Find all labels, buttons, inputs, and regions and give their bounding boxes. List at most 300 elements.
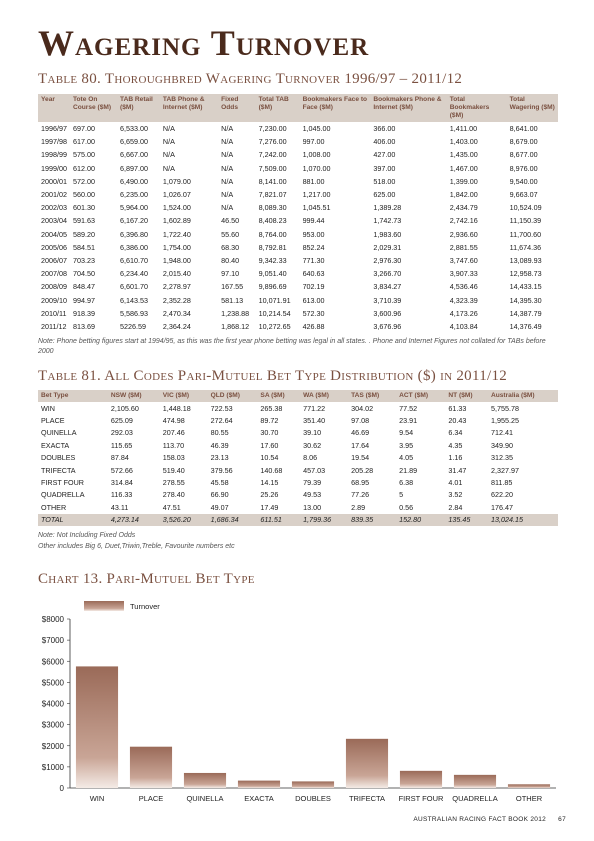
total-row [38,514,558,526]
table-80-header-row [38,94,558,122]
table-cell: 1,435.00 [449,150,478,160]
table-cell: 2,976.30 [373,255,402,265]
table-cell: 2004/05 [41,229,67,239]
column-header: NT ($M) [445,390,488,402]
table-cell: 8,976.00 [509,163,538,173]
table-cell: 5,755.78 [490,403,519,413]
table-cell: 2,470.34 [162,308,191,318]
column-header: Bookmakers Face to Face ($M) [300,94,371,122]
table-cell: 43.11 [110,502,129,512]
table-row [38,439,558,451]
table-cell: 12,958.73 [509,269,542,279]
table-cell: 1.16 [448,453,463,463]
table-cell: N/A [221,124,234,134]
table-cell: 14,376.49 [509,321,542,331]
table-cell: 1,045.51 [302,203,331,213]
table-cell: 712.41 [490,428,513,438]
table-cell: 703.23 [72,255,95,265]
table-cell: 11,150.39 [509,216,542,226]
table-cell: 406.00 [373,137,396,147]
table-cell: 312.35 [490,453,513,463]
table-row [38,214,558,227]
table-cell: 6,386.00 [120,242,149,252]
table-cell: 1,868.12 [221,321,250,331]
table-cell: 581.13 [221,295,244,305]
table-cell: 19.54 [351,453,370,463]
table-cell: DOUBLES [41,453,76,463]
column-header: TAB Retail ($M) [117,94,160,122]
table-cell: 4,173.26 [449,308,478,318]
column-header: ACT ($M) [396,390,445,402]
y-tick-label: $6000 [41,657,64,667]
column-header: SA ($M) [257,390,300,402]
table-cell: 351.40 [303,416,326,426]
table-cell: 625.09 [110,416,133,426]
table-cell: 3.52 [448,490,463,500]
table-cell: N/A [221,203,234,213]
bar-quinella [184,773,226,788]
table-cell: 10,071.91 [258,295,291,305]
table-cell: 572.00 [72,176,95,186]
table-cell: 9,540.00 [509,176,538,186]
chart-13-title: Chart 13. Pari-Mutuel Bet Type [38,571,255,587]
table-cell: 25.26 [260,490,279,500]
table-cell: 625.00 [373,190,396,200]
table-cell: 3,907.33 [449,269,478,279]
table-cell: N/A [162,124,175,134]
column-header: WA ($M) [300,390,348,402]
y-tick-label: $4000 [41,699,64,709]
table-cell: 2,278.97 [162,282,191,292]
table-cell: 46.69 [351,428,370,438]
table-cell: 2,881.55 [449,242,478,252]
y-tick-label: $2000 [41,741,64,751]
table-cell: 1,217.00 [302,190,331,200]
table-cell: 80.40 [221,255,240,265]
table-cell: 881.00 [302,176,325,186]
table-cell: 13,089.93 [509,255,542,265]
table-cell: 1,070.00 [302,163,331,173]
table-row [38,122,558,135]
bar-other [508,784,550,788]
table-cell: 1,238.88 [221,308,250,318]
table-cell: 3,747.60 [449,255,478,265]
table-cell: N/A [221,137,234,147]
table-cell: 77.52 [399,403,418,413]
table-cell: 66.90 [210,490,229,500]
table-cell: 14,395.30 [509,295,542,305]
table-cell: 2,352.28 [162,295,191,305]
table-cell: TRIFECTA [41,465,76,475]
table-cell: 474.98 [162,416,185,426]
table-cell: OTHER [41,502,67,512]
table-cell: 5226.59 [120,321,147,331]
y-tick-label: $8000 [41,615,64,624]
table-cell: 46.50 [221,216,240,226]
column-header: Fixed Odds [218,94,255,122]
table-cell: 5 [399,490,404,500]
table-cell: 1,008.00 [302,150,331,160]
y-tick-label: 0 [59,784,64,793]
x-tick-label: TRIFECTA [348,794,386,803]
table-cell: N/A [162,150,175,160]
table-cell: 8,677.00 [509,150,538,160]
table-cell: 1,602.89 [162,216,191,226]
table-cell: 97.10 [221,269,240,279]
table-cell: 272.64 [210,416,233,426]
bet-type-chart [0,595,594,810]
table-cell: 278.55 [162,478,185,488]
column-header: TAS ($M) [348,390,396,402]
table-cell: 87.84 [110,453,129,463]
table-cell: 1999/00 [41,163,67,173]
table-cell: 61.33 [448,403,467,413]
table-cell: 6,601.70 [120,282,149,292]
table-cell: 1998/99 [41,150,67,160]
table-cell: 7,230.00 [258,124,287,134]
table-cell: 20.43 [448,416,467,426]
table-cell: 10.54 [260,453,279,463]
table-cell: N/A [221,150,234,160]
table-cell: 4,536.46 [449,282,478,292]
table-cell: 2003/04 [41,216,67,226]
table-cell: 158.03 [162,453,185,463]
table-cell: 811.85 [490,478,513,488]
table-cell: 2000/01 [41,176,67,186]
table-cell: 9,663.07 [509,190,538,200]
table-cell: 5,586.93 [120,308,149,318]
table-cell: 1,524.00 [162,203,191,213]
table-cell: 771.30 [302,255,325,265]
table-cell: 152.80 [396,514,445,526]
table-cell: 2001/02 [41,190,67,200]
table-cell: 6,235.00 [120,190,149,200]
table-cell: 13,024.15 [488,514,558,526]
table-cell: 622.20 [490,490,513,500]
table-cell: 6,533.00 [120,124,149,134]
table-cell: 2002/03 [41,203,67,213]
table-cell: 697.00 [72,124,95,134]
table-cell: 589.20 [72,229,95,239]
table-cell: 1,079.00 [162,176,191,186]
table-row [38,148,558,161]
table-cell: 999.44 [302,216,325,226]
table-cell: 3,676.96 [373,321,402,331]
table-81-title: Table 81. All Codes Pari-Mutuel Bet Type Distribution ($) in 2011/12 [38,368,508,384]
table-cell: 617.00 [72,137,95,147]
table-cell: 591.63 [72,216,95,226]
table-cell: FIRST FOUR [41,478,84,488]
column-header: VIC ($M) [160,390,208,402]
table-cell: 21.89 [399,465,418,475]
table-cell: 1,448.18 [162,403,191,413]
table-cell: 519.40 [162,465,185,475]
table-cell: 953.00 [302,229,325,239]
table-cell: 722.53 [210,403,233,413]
table-cell: 572.30 [302,308,325,318]
table-cell: 997.00 [302,137,325,147]
table-cell: 3,600.96 [373,308,402,318]
table-cell: 45.58 [210,478,229,488]
table-cell: 68.95 [351,478,370,488]
table-cell: 8,089.30 [258,203,287,213]
table-cell: 49.53 [303,490,322,500]
table-cell: 3,834.27 [373,282,402,292]
table-cell: 572.66 [110,465,133,475]
table-cell: 813.69 [72,321,95,331]
table-cell: 6,490.00 [120,176,149,186]
table-row [38,293,558,306]
table-cell: 3,266.70 [373,269,402,279]
table-cell: 68.30 [221,242,240,252]
table-cell: 2010/11 [41,308,67,318]
table-row [38,414,558,426]
bar-win [76,666,118,788]
table-cell: 2.89 [351,502,366,512]
x-tick-label: PLACE [138,794,164,803]
table-cell: 2006/07 [41,255,67,265]
column-header: Bookmakers Phone & Internet ($M) [370,94,446,122]
table-cell: 30.62 [303,440,322,450]
table-cell: 1,799.36 [300,514,348,526]
table-cell: 2,364.24 [162,321,191,331]
column-header: Year [38,94,70,122]
table-cell: 2,015.40 [162,269,191,279]
table-cell: 1,948.00 [162,255,191,265]
table-cell: 2011/12 [41,321,67,331]
table-cell: 1997/98 [41,137,67,147]
table-row [38,280,558,293]
table-cell: 1,411.00 [449,124,478,134]
table-row [38,464,558,476]
table-cell: 14,433.15 [509,282,542,292]
table-cell: 2,434.79 [449,203,478,213]
x-tick-label: FIRST FOUR [398,794,444,803]
table-cell: 2005/06 [41,242,67,252]
table-cell: 366.00 [373,124,396,134]
table-cell: N/A [221,163,234,173]
column-header: Bet Type [38,390,108,402]
table-cell: 17.60 [260,440,279,450]
table-cell: 397.00 [373,163,396,173]
table-row [38,254,558,267]
table-cell: 7,509.00 [258,163,287,173]
table-81-header-row [38,390,558,402]
table-cell: 167.55 [221,282,244,292]
table-cell: 13.00 [303,502,322,512]
table-cell: 47.51 [162,502,181,512]
table-cell: N/A [221,176,234,186]
table-cell: 518.00 [373,176,396,186]
bar-first-four [400,771,442,788]
table-cell: 8,679.00 [509,137,538,147]
table-cell: 3.95 [399,440,414,450]
table-cell: 3,710.39 [373,295,402,305]
table-row [38,228,558,241]
table-cell: 4.05 [399,453,414,463]
table-cell: 10,524.09 [509,203,542,213]
table-cell: 89.72 [260,416,279,426]
table-cell: 613.00 [302,295,325,305]
table-cell: 4.35 [448,440,463,450]
table-cell: 113.70 [162,440,185,450]
table-cell: 10,214.54 [258,308,291,318]
table-cell: 2,029.31 [373,242,402,252]
table-cell: PLACE [41,416,65,426]
table-cell: 31.47 [448,465,467,475]
table-80-title: Table 80. Thoroughbred Wagering Turnover 1996/97 – 2011/12 [38,71,463,87]
table-81 [38,390,558,526]
bar-exacta [238,781,280,788]
table-cell: WIN [41,403,55,413]
table-cell: 11,674.36 [509,242,542,252]
table-cell: 4,323.39 [449,295,478,305]
column-header: TAB Phone & Internet ($M) [160,94,218,122]
table-cell: 1,955.25 [490,416,519,426]
page-title: Wagering Turnover [38,23,370,63]
table-row [38,162,558,175]
table-cell: 23.13 [210,453,229,463]
x-tick-label: QUADRELLA [452,794,498,803]
column-header: Tote On Course ($M) [70,94,117,122]
table-cell: 4.01 [448,478,463,488]
table-cell: 1,754.00 [162,242,191,252]
table-row [38,402,558,414]
table-row [38,452,558,464]
table-cell: 2008/09 [41,282,67,292]
table-cell: 6,234.40 [120,269,149,279]
table-cell: 6.38 [399,478,414,488]
table-cell: 2009/10 [41,295,67,305]
y-tick-label: $5000 [41,678,64,688]
table-row [38,188,558,201]
table-row [38,427,558,439]
table-cell: TOTAL [38,514,108,526]
table-cell: 14.15 [260,478,279,488]
table-cell: 7,242.00 [258,150,287,160]
table-cell: 39.10 [303,428,322,438]
table-cell: 6,167.20 [120,216,149,226]
table-cell: 17.64 [351,440,370,450]
table-cell: 611.51 [257,514,300,526]
footer-book-title: AUSTRALIAN RACING FACT BOOK 2012 [413,816,547,823]
table-cell: 918.39 [72,308,95,318]
table-cell: 8.06 [303,453,318,463]
table-cell: 207.46 [162,428,185,438]
table-cell: 560.00 [72,190,95,200]
table-cell: 0.56 [399,502,414,512]
table-cell: 10,272.65 [258,321,291,331]
table-cell: 2.84 [448,502,463,512]
table-row [38,135,558,148]
table-80 [38,94,558,333]
table-row [38,201,558,214]
table-cell: QUINELLA [41,428,77,438]
table-cell: 8,141.00 [258,176,287,186]
x-tick-label: QUINELLA [186,794,224,803]
table-cell: 8,764.00 [258,229,287,239]
table-cell: 702.19 [302,282,325,292]
table-cell: 176.47 [490,502,513,512]
table-row [38,241,558,254]
legend-label: Turnover [130,602,160,611]
table-cell: 9,051.40 [258,269,287,279]
column-header: QLD ($M) [208,390,258,402]
table-cell: 1,045.00 [302,124,331,134]
table-cell: 6.34 [448,428,463,438]
page-footer [413,816,566,823]
table-cell: 1996/97 [41,124,67,134]
table-cell: 23.91 [399,416,418,426]
column-header: Total TAB ($M) [256,94,300,122]
y-tick-label: $1000 [41,762,64,772]
table-cell: 8,408.23 [258,216,287,226]
column-header: Australia ($M) [488,390,558,402]
table-cell: 292.03 [110,428,133,438]
table-81-note-1: Note: Not Including Fixed Odds [38,532,136,539]
bar-quadrella [454,775,496,788]
table-cell: 1,983.60 [373,229,402,239]
table-cell: N/A [162,163,175,173]
column-header: Total Wagering ($M) [507,94,558,122]
table-cell: 115.65 [110,440,133,450]
table-cell: 7,276.00 [258,137,287,147]
table-cell: N/A [221,190,234,200]
table-cell: 426.88 [302,321,325,331]
table-cell: 2,327.97 [490,465,519,475]
table-cell: 4,273.14 [108,514,160,526]
table-cell: 6,396.80 [120,229,149,239]
y-tick-label: $7000 [41,636,64,646]
table-cell: 1,389.28 [373,203,402,213]
page-number: 67 [558,816,566,823]
legend-swatch [84,601,124,611]
table-cell: 575.00 [72,150,95,160]
table-cell: 79.39 [303,478,322,488]
y-tick-label: $3000 [41,720,64,730]
table-cell: 994.97 [72,295,95,305]
table-cell: 17.49 [260,502,279,512]
table-cell: 1,722.40 [162,229,191,239]
table-cell: 6,143.53 [120,295,149,305]
table-cell: 49.07 [210,502,229,512]
table-cell: 7,821.07 [258,190,287,200]
table-cell: 2007/08 [41,269,67,279]
table-cell: 1,742.73 [373,216,402,226]
table-cell: 116.33 [110,490,133,500]
table-cell: 6,659.00 [120,137,149,147]
x-tick-label: EXACTA [244,794,274,803]
table-cell: 640.63 [302,269,325,279]
table-cell: 314.84 [110,478,133,488]
table-cell: 457.03 [303,465,326,475]
table-row [38,175,558,188]
table-cell: 9,342.33 [258,255,287,265]
table-cell: 97.08 [351,416,370,426]
table-cell: 1,026.07 [162,190,191,200]
table-cell: 3,526.20 [160,514,208,526]
table-cell: 379.56 [210,465,233,475]
table-cell: QUADRELLA [41,490,85,500]
table-row [38,307,558,320]
bar-trifecta [346,739,388,788]
column-header: Total Bookmakers ($M) [447,94,507,122]
table-cell: 9.54 [399,428,414,438]
table-row [38,489,558,501]
table-cell: 135.45 [445,514,488,526]
table-cell: 2,936.60 [449,229,478,239]
table-cell: 848.47 [72,282,95,292]
